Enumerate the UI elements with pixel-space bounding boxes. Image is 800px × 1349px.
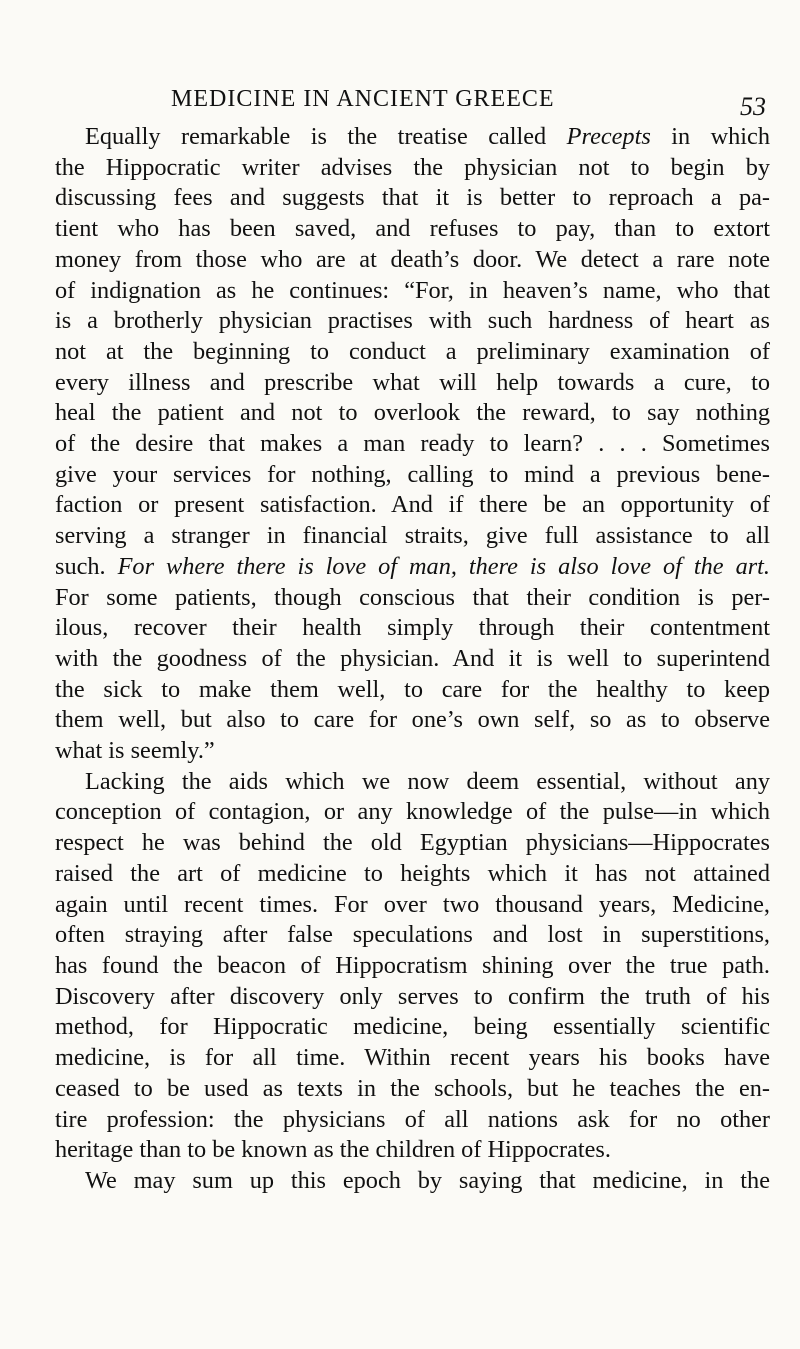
italic-segment: Precepts — [566, 123, 651, 150]
text-line — [55, 552, 770, 583]
text-segment: serving a stranger in financial straits, give full assistance to all — [55, 522, 770, 550]
text-segment: raised the art of medicine to heights which it has not attained — [55, 859, 770, 887]
text-line — [55, 276, 770, 307]
text-segment: every illness and prescribe what will help towards a cure, to — [55, 368, 770, 396]
text-segment: discussing fees and suggests that it is better to reproach a pa- — [55, 184, 770, 212]
text-line — [55, 429, 770, 460]
text-segment: Lacking the aids which we now deem essential, without any — [85, 767, 770, 795]
text-line — [55, 460, 770, 491]
text-segment: with the goodness of the physician. And it is well to superintend — [55, 644, 770, 672]
text-line — [55, 490, 770, 521]
text-line — [55, 398, 770, 429]
text-segment: the Hippocratic writer advises the physician not to begin by — [55, 153, 770, 181]
text-segment: what is seemly.” — [55, 737, 215, 765]
running-head: MEDICINE IN ANCIENT GREECE — [171, 86, 555, 112]
text-line — [55, 521, 770, 552]
text-segment: of the desire that makes a man ready to learn? . . . Sometimes — [55, 430, 770, 458]
text-segment: often straying after false speculations and lost in superstitions, — [55, 921, 770, 949]
text-segment: For some patients, though conscious that their condition is per- — [55, 583, 770, 611]
text-line — [55, 183, 770, 214]
text-segment: of indignation as he continues: “For, in heaven’s name, who that — [55, 276, 770, 304]
page-number: 53 — [740, 92, 766, 121]
text-segment: is a brotherly physician practises with such hardness of heart as — [55, 307, 770, 335]
text-line — [55, 1074, 770, 1105]
text-line — [55, 1043, 770, 1074]
text-segment: medicine, is for all time. Within recent years his books have — [55, 1044, 770, 1072]
text-line — [55, 644, 770, 675]
text-segment: Equally remarkable is the treatise called — [85, 123, 567, 150]
text-segment: again until recent times. For over two thousand years, Medicine, — [55, 890, 770, 918]
text-line — [55, 1012, 770, 1043]
text-line — [55, 1105, 770, 1136]
text-line — [55, 890, 770, 921]
text-segment: respect he was behind the old Egyptian physicians—Hippocrates — [55, 829, 770, 857]
text-segment: faction or present satisfaction. And if there be an opportunity of — [55, 491, 770, 519]
text-line — [55, 920, 770, 951]
text-segment: money from those who are at death’s door. We detect a rare note — [55, 245, 770, 273]
text-segment: method, for Hippocratic medicine, being essentially scientific — [55, 1013, 770, 1041]
text-segment: tire profession: the physicians of all nations ask for no other — [55, 1105, 770, 1133]
text-line — [55, 613, 770, 644]
text-line — [55, 675, 770, 706]
text-line — [55, 1166, 770, 1197]
text-line — [55, 583, 770, 614]
text-line — [55, 736, 770, 767]
text-segment: tient who has been saved, and refuses to pay, than to extort — [55, 215, 770, 243]
text-line — [55, 828, 770, 859]
text-segment: ceased to be used as texts in the schools, but he teaches the en- — [55, 1074, 770, 1102]
text-line — [55, 368, 770, 399]
text-segment: the sick to make them well, to care for the healthy to keep — [55, 675, 770, 703]
text-segment: We may sum up this epoch by saying that medicine, in the — [85, 1166, 770, 1194]
text-segment: not at the beginning to conduct a preliminary examination of — [55, 337, 770, 365]
text-segment: Discovery after discovery only serves to confirm the truth of his — [55, 982, 770, 1010]
text-segment: in which — [650, 123, 770, 150]
text-line — [55, 982, 770, 1013]
text-line — [55, 1135, 770, 1166]
text-line — [55, 767, 770, 798]
text-line — [55, 859, 770, 890]
italic-segment: For where there is love of man, there is also love of the art. — [117, 552, 770, 580]
text-line — [55, 337, 770, 368]
text-line — [55, 122, 770, 153]
text-segment: conception of contagion, or any knowledge of the pulse—in which — [55, 798, 770, 826]
text-segment: give your services for nothing, calling to mind a previous bene- — [55, 460, 770, 488]
text-line — [55, 306, 770, 337]
text-segment: heritage than to be known as the children of Hippocrates. — [55, 1136, 611, 1164]
text-line — [55, 951, 770, 982]
text-line — [55, 245, 770, 276]
text-line — [55, 153, 770, 184]
text-segment: has found the beacon of Hippocratism shining over the true path. — [55, 951, 770, 979]
text-segment: heal the patient and not to overlook the reward, to say nothing — [55, 399, 770, 427]
text-segment: them well, but also to care for one’s own self, so as to observe — [55, 706, 770, 734]
text-line — [55, 797, 770, 828]
text-line — [55, 705, 770, 736]
text-segment: such. — [55, 552, 118, 580]
body-text — [55, 122, 770, 1197]
text-segment: ilous, recover their health simply through their contentment — [55, 614, 770, 642]
text-line — [55, 214, 770, 245]
